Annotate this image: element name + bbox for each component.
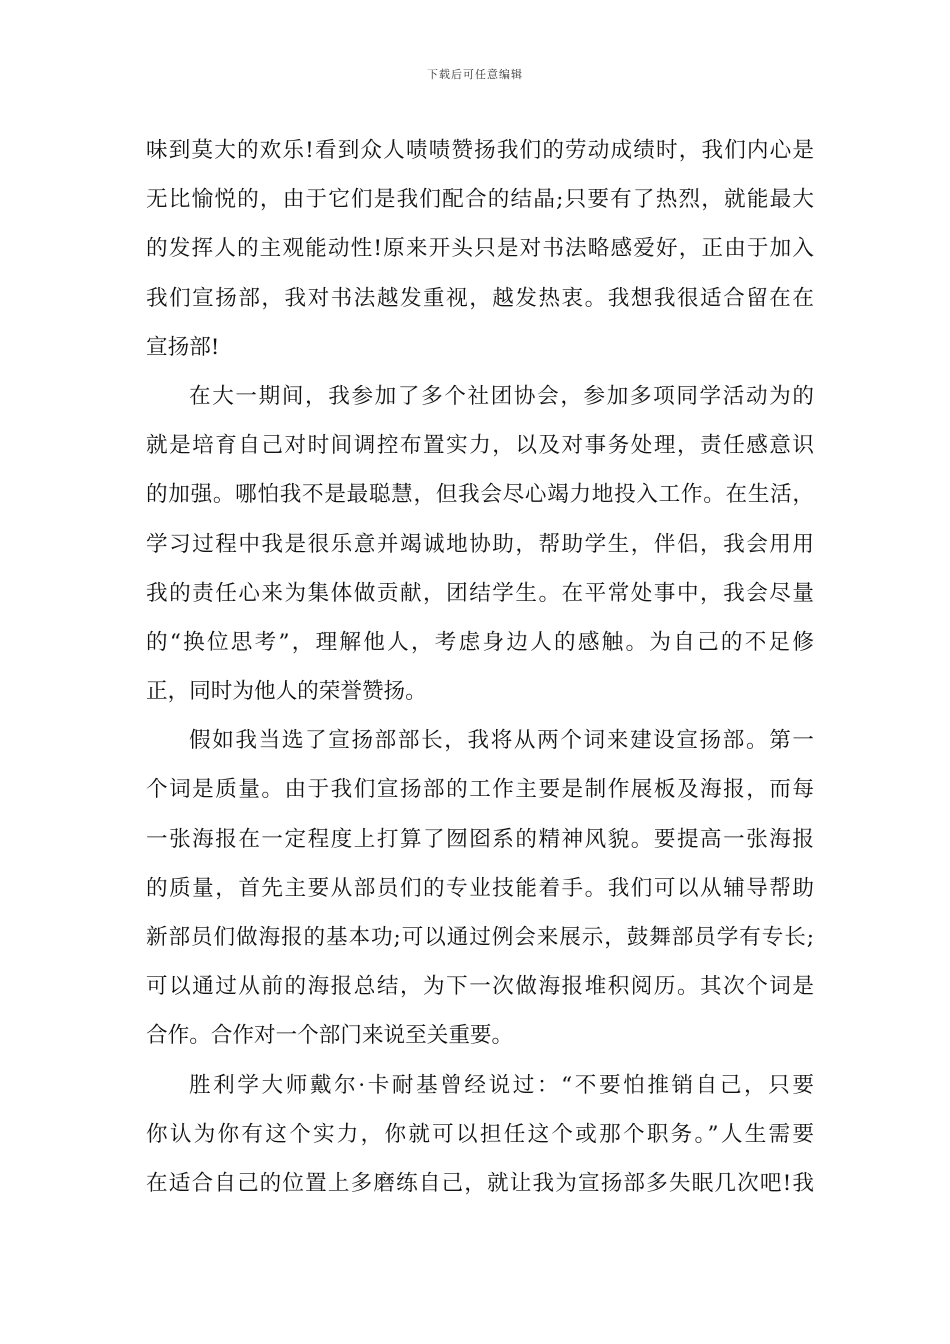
- paragraph-2: [146, 372, 814, 716]
- paragraph-4: [146, 1061, 814, 1209]
- text-line: 可以通过从前的海报总结，为下一次做海报堆积阅历。其次个词是: [146, 974, 814, 1000]
- text-line: 的“换位思考”，理解他人，考虑身边人的感触。为自己的不足修: [146, 629, 814, 655]
- text-line: 我的责任心来为集体做贡献，团结学生。在平常处事中，我会尽量: [146, 580, 814, 606]
- text-line: 无比愉悦的，由于它们是我们配合的结晶;只要有了热烈，就能最大: [146, 187, 814, 213]
- text-line: 新部员们做海报的基本功;可以通过例会来展示，鼓舞部员学有专长;: [146, 925, 814, 950]
- text-line: 假如我当选了宣扬部部长，我将从两个词来建设宣扬部。第一: [189, 728, 814, 754]
- text-line: 正，同时为他人的荣誉赞扬。: [146, 679, 427, 705]
- text-line: 在大一期间，我参加了多个社团协会，参加多项同学活动为的: [189, 383, 814, 409]
- text-line: 的发挥人的主观能动性!原来开头只是对书法略感爱好，正由于加入: [146, 236, 814, 262]
- text-line: 宣扬部!: [146, 334, 220, 360]
- text-line: 味到莫大的欢乐!看到众人啧啧赞扬我们的劳动成绩时，我们内心是: [146, 138, 814, 163]
- text-line: 学习过程中我是很乐意并竭诚地协助，帮助学生，伴侣，我会用用: [146, 531, 814, 557]
- text-line: 合作。合作对一个部门来说至关重要。: [146, 1023, 514, 1049]
- text-line: 个词是质量。由于我们宣扬部的工作主要是制作展板及海报，而每: [146, 777, 814, 803]
- document-body: [146, 126, 814, 1208]
- text-line: 在适合自己的位置上多磨练自己，就让我为宣扬部多失眠几次吧!我: [146, 1170, 814, 1196]
- paragraph-3: [146, 716, 814, 1060]
- text-line: 胜利学大师戴尔·卡耐基曾经说过：“不要怕推销自己，只要: [189, 1072, 814, 1098]
- paragraph-1: [146, 126, 814, 372]
- text-line: 你认为你有这个实力，你就可以担任这个或那个职务。”人生需要: [146, 1121, 814, 1147]
- text-line: 的质量，首先主要从部员们的专业技能着手。我们可以从辅导帮助: [146, 875, 814, 901]
- text-line: 我们宣扬部，我对书法越发重视，越发热衷。我想我很适合留在在: [146, 285, 814, 311]
- text-line: 一张海报在一定程度上打算了囫囵系的精神风貌。要提高一张海报: [146, 826, 814, 852]
- text-line: 就是培育自己对时间调控布置实力，以及对事务处理，责任感意识: [146, 433, 814, 459]
- text-line: 的加强。哪怕我不是最聪慧，但我会尽心竭力地投入工作。在生活，: [146, 482, 814, 508]
- page-header-note: 下载后可任意编辑: [427, 68, 523, 81]
